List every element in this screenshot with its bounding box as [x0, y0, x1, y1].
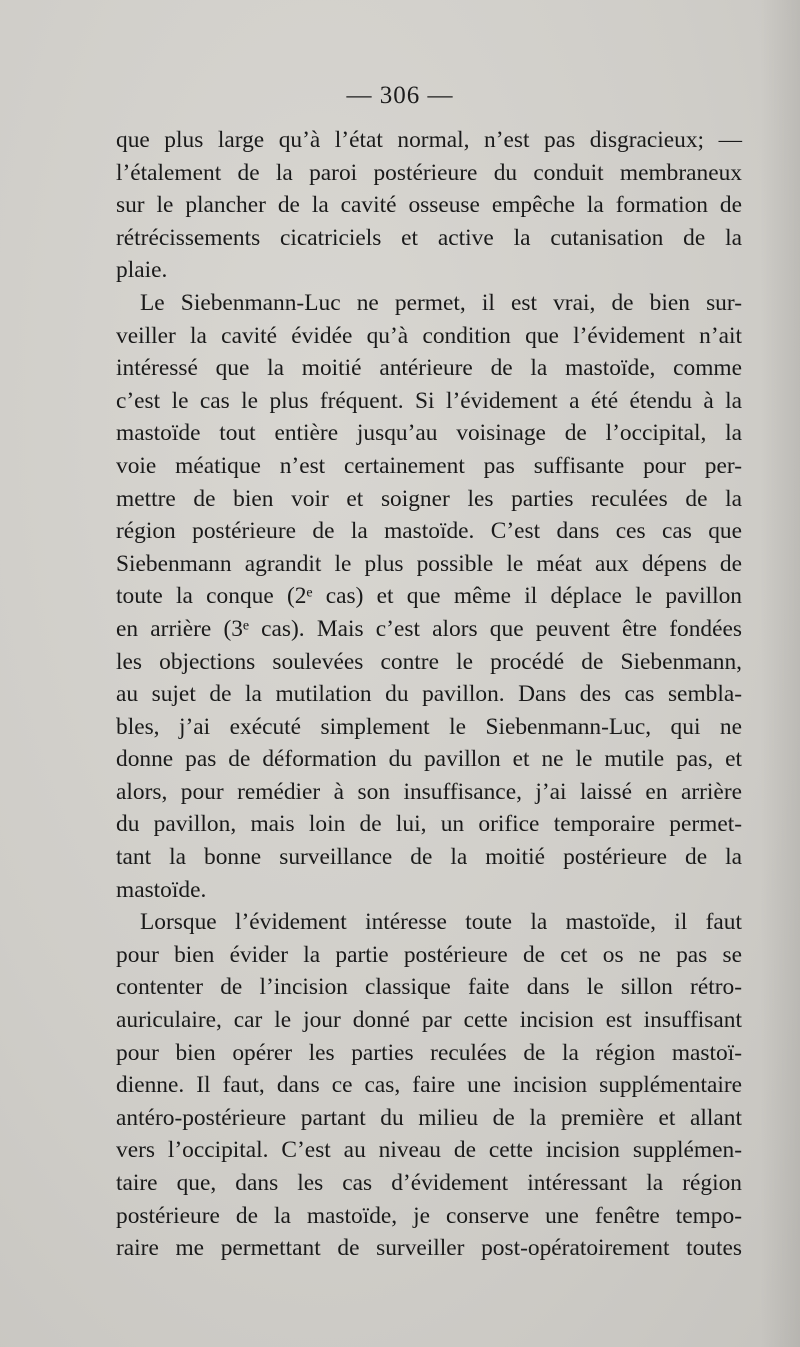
text-line: vers l’occipital. C’est au niveau de cette incision supplémen-: [116, 1137, 742, 1164]
text-line: tant la bonne surveillance de la moitié postérieure de la: [116, 844, 742, 871]
text-line: en arrière (3ᵉ cas). Mais c’est alors que peuvent être fondées: [116, 615, 742, 642]
text-line: antéro-postérieure partant du milieu de la première et allant: [116, 1104, 742, 1131]
text-line: pour bien opérer les parties reculées de la région mastoï-: [116, 1039, 742, 1066]
text-line: toute la conque (2ᵉ cas) et que même il déplace le pavillon: [116, 583, 742, 610]
page-number: — 306 —: [346, 82, 454, 109]
text-line: raire me permettant de surveiller post-opératoirement toutes: [116, 1235, 742, 1262]
text-line: au sujet de la mutilation du pavillon. Dans des cas sembla-: [116, 681, 742, 708]
text-line: taire que, dans les cas d’évidement intéressant la région: [116, 1170, 742, 1196]
text-line: région postérieure de la mastoïde. C’est dans ces cas que: [116, 518, 742, 545]
text-line: les objections soulevées contre le procédé de Siebenmann,: [116, 648, 742, 675]
text-line: dienne. Il faut, dans ce cas, faire une incision supplémentaire: [116, 1072, 742, 1099]
body-text: [116, 124, 742, 1265]
text-line: auriculaire, car le jour donné par cette incision est insuffisant: [116, 1007, 742, 1034]
text-line: alors, pour remédier à son insuffisance, j’ai laissé en arrière: [116, 778, 742, 805]
text-line: veiller la cavité évidée qu’à condition que l’évidement n’ait: [116, 322, 742, 349]
text-line: mastoïde tout entière jusqu’au voisinage de l’occipital, la: [116, 420, 742, 447]
text-line: intéressé que la moitié antérieure de la mastoïde, comme: [116, 355, 742, 382]
page-edge-shadow: [760, 0, 800, 1347]
text-line: rétrécissements cicatriciels et active la cutanisation de la: [116, 224, 742, 251]
text-line: mastoïde.: [116, 876, 207, 903]
text-line: du pavillon, mais loin de lui, un orifice temporaire permet-: [116, 811, 742, 838]
text-line: contenter de l’incision classique faite dans le sillon rétro-: [116, 974, 742, 1001]
text-line: bles, j’ai exécuté simplement le Siebenmann-Luc, qui ne: [116, 713, 742, 740]
text-line: pour bien évider la partie postérieure de cet os ne pas se: [116, 941, 742, 968]
text-line: Siebenmann agrandit le plus possible le méat aux dépens de: [116, 550, 742, 577]
text-line: donne pas de déformation du pavillon et ne le mutile pas, et: [116, 746, 742, 773]
text-line: c’est le cas le plus fréquent. Si l’évidement a été étendu à la: [116, 387, 742, 414]
text-line: Lorsque l’évidement intéresse toute la mastoïde, il faut: [140, 909, 742, 936]
text-line: mettre de bien voir et soigner les parties reculées de la: [116, 485, 742, 512]
text-line: Le Siebenmann-Luc ne permet, il est vrai, de bien sur-: [140, 289, 742, 316]
text-line: sur le plancher de la cavité osseuse empêche la formation de: [116, 192, 742, 219]
text-line: voie méatique n’est certainement pas suffisante pour per-: [116, 452, 742, 479]
text-line: postérieure de la mastoïde, je conserve une fenêtre tempo-: [116, 1202, 742, 1229]
text-line: l’étalement de la paroi postérieure du conduit membraneux: [116, 159, 742, 186]
text-line: que plus large qu’à l’état normal, n’est pas disgracieux; —: [116, 127, 742, 153]
text-line: plaie.: [116, 257, 168, 284]
